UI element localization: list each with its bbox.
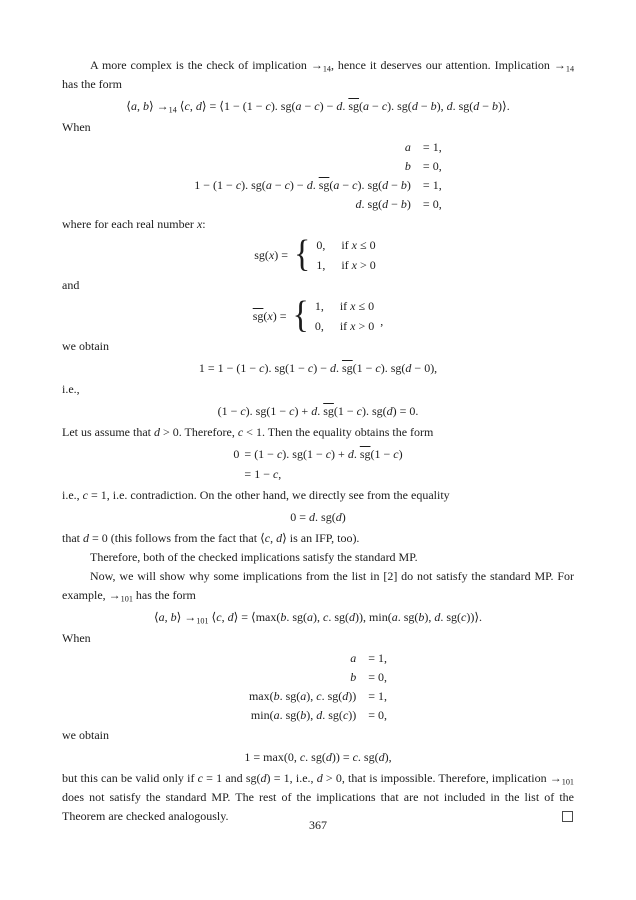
case-value: 1, <box>314 299 324 313</box>
left-brace: { <box>293 233 311 276</box>
case-value: 0, <box>314 319 324 333</box>
case-condition: if x ≤ 0 <box>339 299 375 313</box>
definition-sg-bar <box>62 296 574 336</box>
definition-sg-lhs: sg(x) = <box>254 247 288 262</box>
paragraph-that-d0: that d = 0 (this follows from the fact that ⟨c, d⟩ is an IFP, too). <box>62 531 360 545</box>
equation-rhs: = 1, <box>422 178 442 192</box>
equation-derivation <box>233 444 402 484</box>
label-and: and <box>62 278 80 292</box>
equation-implication-14: ⟨a, b⟩ $\to_{14}$ ⟨c, d⟩ = ⟨1 − (1 − c). sg(a − c) − d. $\overline{sg}(a - c)$. sg(d − b), d. sg(d − b)⟩. <box>126 99 510 115</box>
equation-rhs: = 1, <box>422 140 442 154</box>
label-where: where for each real number x: <box>62 217 206 231</box>
equation-rhs: = 0, <box>368 708 388 722</box>
equation-obtained-1: 1 = 1 − (1 − c). sg(1 − c) − d. $\overline{sg}(1 - c)$. sg(d − 0), <box>198 361 438 375</box>
equation-lhs: min(a. sg(b), d. sg(c)) <box>250 708 357 722</box>
page-number: 367 <box>309 818 327 832</box>
left-brace: { <box>292 294 309 337</box>
label-we-obtain-2: we obtain <box>62 728 109 742</box>
case-condition: if x ≤ 0 <box>341 238 376 252</box>
paragraph-intro: A more complex is the check of implication $\to_{14}$, hence it deserves our attention. Implication $\to_{14}$ has the form <box>62 58 575 91</box>
equation-row <box>194 157 441 176</box>
paragraph-assume: Let us assume that d > 0. Therefore, c < 1. Then the equality obtains the form <box>62 425 434 439</box>
equation-row <box>249 668 387 687</box>
equation-lhs: d. sg(d − b) <box>355 197 411 211</box>
definition-sg-bar-cases <box>315 296 374 336</box>
equation-row <box>249 649 387 668</box>
paragraph-contradiction: i.e., c = 1, i.e. contradiction. On the other hand, we directly see from the equality <box>62 488 450 502</box>
equation-rhs: = 0, <box>422 197 442 211</box>
case-value: 1, <box>316 258 326 272</box>
equation-rhs: = 1, <box>368 651 388 665</box>
equation-row <box>194 176 441 195</box>
equation-rhs: = (1 − c). sg(1 − c) + d. $\overline{sg}(1 - c)$ <box>244 447 403 461</box>
equation-row <box>233 464 402 484</box>
equation-row <box>233 444 402 464</box>
equation-lhs: a <box>404 140 411 154</box>
equation-system-1 <box>194 138 441 214</box>
case-condition: if x > 0 <box>341 258 376 272</box>
equation-rhs: = 0, <box>422 159 442 173</box>
equation-lhs: a <box>350 651 357 665</box>
equation-row <box>249 706 387 725</box>
definition-sg-cases <box>316 235 375 275</box>
equation-lhs: 0 <box>233 447 240 461</box>
label-when-1: When <box>62 120 91 134</box>
equation-row <box>249 687 387 706</box>
equation-lhs: b <box>350 670 357 684</box>
definition-sg <box>62 235 574 275</box>
paragraph-final-text: but this can be valid only if c = 1 and sg(d) = 1, i.e., d > 0, that is impossible. Therefore, implication $\to_{101}$ does not satisfy the standard MP. The rest of the implications that are not included in the list of the Theorem are checked analogously. <box>62 771 574 823</box>
page-body <box>62 56 574 826</box>
equation-row <box>194 138 441 157</box>
equation-row <box>194 195 441 214</box>
case-condition: if x > 0 <box>339 319 375 333</box>
equation-lhs: max(b. sg(a), c. sg(d)) <box>248 689 357 703</box>
definition-sg-bar-lhs: $\overline{sg}(x)$ = <box>252 308 287 323</box>
equation-rhs: = 0, <box>368 670 388 684</box>
trailing-punctuation: , <box>380 314 384 328</box>
equation-obtained-2: 1 = max(0, c. sg(d)) = c. sg(d), <box>244 750 392 764</box>
equation-lhs: b <box>404 159 411 173</box>
equation-system-2 <box>249 649 387 725</box>
equation-lhs: 1 − (1 − c). sg(a − c) − d. $\overline{sg}(a - c)$. sg(d − b) <box>194 178 411 192</box>
equation-rhs: = 1, <box>368 689 388 703</box>
case-value: 0, <box>316 238 326 252</box>
equation-rhs: = 1 − c, <box>244 467 282 481</box>
label-ie-1: i.e., <box>62 382 80 396</box>
equation-reduced: (1 − c). sg(1 − c) + d. $\overline{sg}(1 - c)$. sg(d) = 0. <box>217 404 419 418</box>
equation-d-sg-d: 0 = d. sg(d) <box>290 510 346 524</box>
label-when-2: When <box>62 631 91 645</box>
equation-implication-101: ⟨a, b⟩ $\to_{101}$ ⟨c, d⟩ = ⟨max(b. sg(a), c. sg(d)), min(a. sg(b), d. sg(c))⟩. <box>153 610 483 626</box>
label-we-obtain-1: we obtain <box>62 339 109 353</box>
paragraph-therefore: Therefore, both of the checked implications satisfy the standard MP. <box>90 550 418 564</box>
paragraph-now: Now, we will show why some implications from the list in [2] do not satisfy the standard MP. For example, $\to_{101}$ has the form <box>62 569 574 604</box>
